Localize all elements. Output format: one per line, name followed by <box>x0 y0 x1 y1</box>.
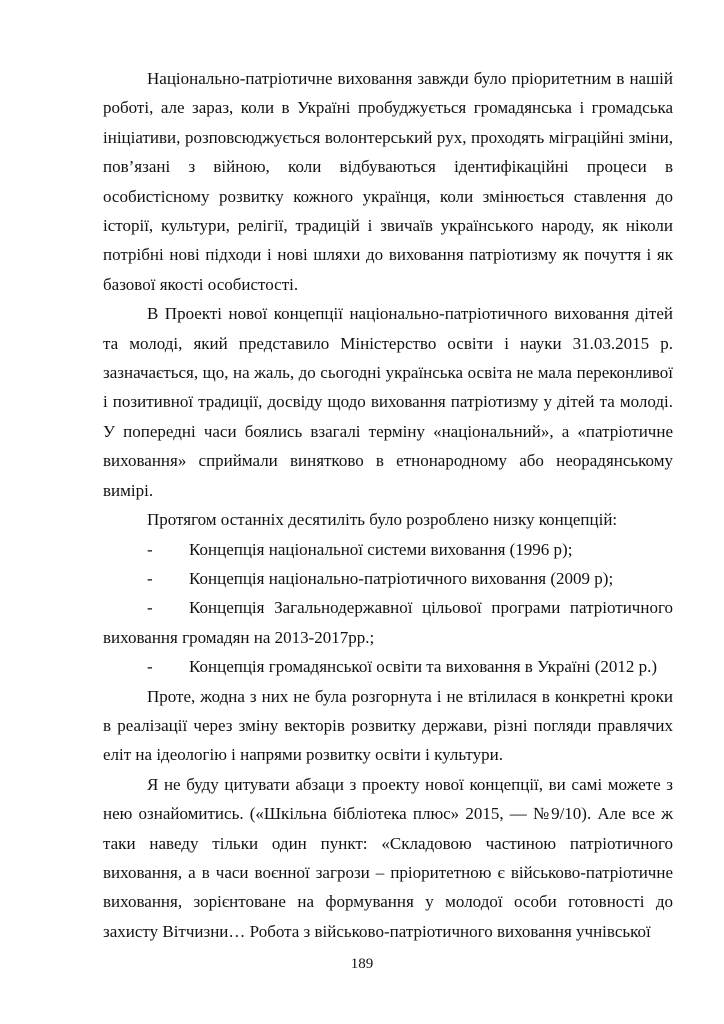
list-dash: - <box>147 539 153 559</box>
paragraph-concept-project: В Проекті нової концепції національно-патріотичного виховання дітей та молоді, який представило Міністерство освіти і науки 31.03.2015 р. зазначається, що, на жаль, до сьогодні українська освіта не мала переконливої і позитивної традиції, досвіду щодо виховання патріотизму у дітей та молоді. У попередні часи боялись взагалі терміну «національний», а «патріотичне виховання» сприймали винятково в етнонародному або неорадянському вимірі. <box>103 304 673 500</box>
list-item-text: Концепція національної системи виховання (1996 р); <box>189 539 573 559</box>
page-number: 189 <box>350 956 374 972</box>
paragraph-none-implemented: Проте, жодна з них не була розгорнута і не втілилася в конкретні кроки в реалізації через зміну векторів розвитку держави, різні погляди правлячих еліт на ідеологію і напрями розвитку освіти і культури. <box>103 686 673 765</box>
list-item-text: Концепція громадянської освіти та виховання в Україні (2012 р.) <box>189 657 658 677</box>
paragraph-patriotic-education: Національно-патріотичне виховання завжди було пріоритетним в нашій роботі, але зараз, коли в Україні пробуджується громадянська і громадська ініціативи, розповсюджується волонтерський рух, проходять міграційні зміни, пов’язані з війною, коли відбуваються ідентифікаційні процеси в особистісному розвитку кожного українця, коли змінюється ставлення до історії, культури, релігії, традицій і звичаїв українського народу, як ніколи потрібні нові підходи і нові шляхи до виховання патріотизму як почуття і як базової якості особистості. <box>103 69 673 294</box>
list-item <box>103 593 673 652</box>
list-item-text: Концепція Загальнодержавної цільової програми патріотичного виховання громадян на 2013-2017рр.; <box>103 598 673 647</box>
list-item <box>103 652 673 681</box>
list-dash: - <box>147 657 153 677</box>
list-dash: - <box>147 598 153 618</box>
list-dash: - <box>147 568 153 588</box>
document-body <box>103 64 673 946</box>
paragraph-concepts-intro: Протягом останніх десятиліть було розроблено низку концепцій: <box>147 510 618 530</box>
list-item <box>103 564 673 593</box>
paragraph-quote: Я не буду цитувати абзаци з проекту нової концепції, ви самі можете з нею ознайомитись. («Шкільна бібліотека плюс» 2015, — №9/10). Але все ж таки наведу тільки один пункт: «Складовою частиною патріотичного виховання, а в часи воєнної загрози – пріоритетною є військово-патріотичне виховання, зорієнтоване на формування у молодої особи готовності до захисту Вітчизни… Робота з військово-патріотичного виховання учнівської <box>103 774 673 941</box>
list-item <box>103 535 673 564</box>
list-item-text: Концепція національно-патріотичного виховання (2009 р); <box>189 568 614 588</box>
